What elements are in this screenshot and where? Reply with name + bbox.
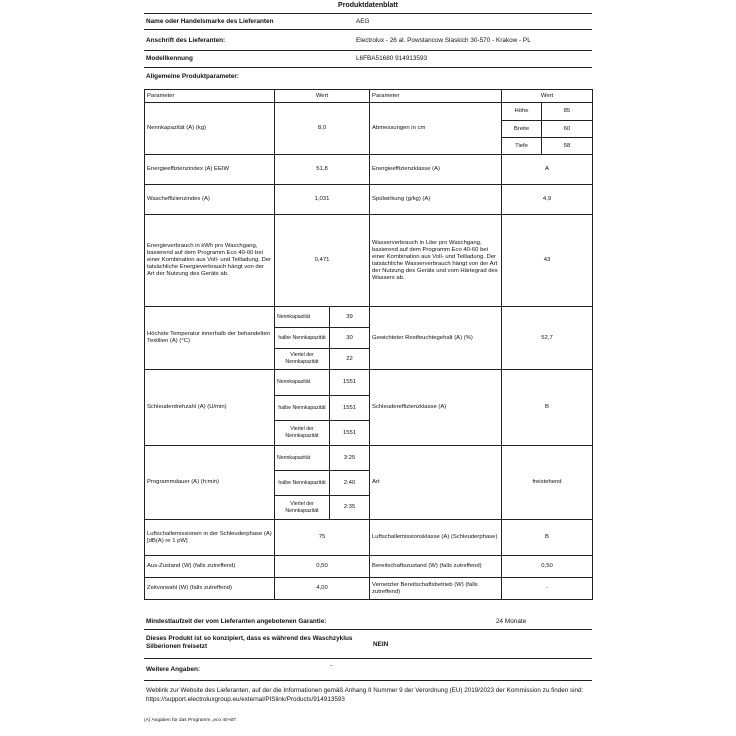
model-value: L6FBA51680 914913593 (356, 55, 428, 62)
max-temp-full: 39 (330, 307, 370, 328)
further-info-row (144, 658, 592, 681)
load-quarter-label: Viertel der Nennkapazität (275, 349, 330, 370)
wash-index-label: Wascheffizienzindex (A) (145, 185, 275, 215)
depth-label: Tiefe (502, 138, 542, 155)
spin-speed-label: Schleuderdrehzahl (A) (U/min) (145, 370, 275, 446)
load-quarter-label: Viertel der Nennkapazität (275, 496, 330, 520)
silver-ions-label: Dieses Produkt ist so konzipiert, dass es während des Waschzyklus Silberionen freisetzt (146, 635, 353, 650)
max-temp-half: 30 (330, 328, 370, 349)
header-parameter-right: Parameter (370, 90, 502, 103)
table-row (145, 103, 593, 121)
duration-full: 3:25 (330, 446, 370, 471)
table-row (145, 520, 593, 556)
standby-label: Bereitschaftszustand (W) (falls zutreffend) (370, 556, 502, 578)
type-value: freistehend (502, 446, 593, 520)
load-quarter-label: Viertel der Nennkapazität (275, 421, 330, 446)
energy-consumption-label: Energieverbrauch in kWh pro Waschgang, basierend auf dem Programm Eco 40-60 bei einer Kombination aus Voll- und Teilladung. Der tatsächliche Energieverbrauch hängt von der Art der Nutzung des Geräts ab. (145, 215, 275, 307)
load-half-label: halbe Nennkapazität (275, 396, 330, 421)
supplier-name-label: Name oder Handelsmarke des Lieferanten (146, 18, 274, 25)
load-full-label: Nennkapazität (275, 307, 330, 328)
rinse-value: 4,9 (502, 185, 593, 215)
table-row (145, 446, 593, 471)
noise-value: 75 (275, 520, 370, 556)
moisture-value: 52,7 (502, 307, 593, 370)
supplier-name-row (144, 14, 592, 30)
height-value: 85 (542, 103, 593, 121)
further-info-value: - (330, 662, 333, 669)
guarantee-value: 24 Monate (496, 618, 527, 625)
model-label: Modellkennung (146, 55, 193, 62)
energy-class-value: A (502, 155, 593, 185)
duration-quarter: 2:35 (330, 496, 370, 520)
energy-consumption-value: 0,471 (275, 215, 370, 307)
width-label: Breite (502, 121, 542, 138)
delay-label: Zeitvorwahl (W) (falls zutreffend) (145, 578, 275, 600)
load-full-label: Nennkapazität (275, 446, 330, 471)
wash-index-value: 1,031 (275, 185, 370, 215)
eei-label: Energieeffizienzindex (A) EEIW (145, 155, 275, 185)
supplier-address-label: Anschrift des Lieferanten: (146, 37, 226, 44)
duration-half: 2:40 (330, 471, 370, 496)
supplier-address-row (144, 29, 592, 51)
general-params-title: Allgemeine Produktparameter: (146, 73, 240, 80)
type-label: Art (370, 446, 502, 520)
further-info-label: Weitere Angaben: (146, 666, 200, 673)
max-temp-label: Höchste Temperatur innerhalb der behandelten Textilien (A) (°C) (145, 307, 275, 370)
parameters-table (144, 89, 593, 600)
silver-ions-value: NEIN (373, 641, 389, 648)
rated-capacity-value: 8,0 (275, 103, 370, 155)
table-row (145, 578, 593, 600)
table-row (145, 155, 593, 185)
off-mode-value: 0,50 (275, 556, 370, 578)
spin-class-value: B (502, 370, 593, 446)
rated-capacity-label: Nennkapazität (A) (kg) (145, 103, 275, 155)
table-header-row (145, 90, 593, 103)
product-data-sheet (144, 0, 592, 736)
rinse-label: Spülwirkung (g/kg) (A) (370, 185, 502, 215)
header-value-right: Wert (502, 90, 593, 103)
table-row (145, 307, 593, 328)
silver-ions-row (144, 629, 592, 659)
guarantee-label: Mindestlaufzeit der vom Lieferanten angebotenen Garantie: (146, 618, 327, 625)
footnote: (A) Angaben für das Programm „eco 40-60". (144, 718, 238, 723)
energy-class-label: Energieeffizienzklasse (A) (370, 155, 502, 185)
max-temp-quarter: 22 (330, 349, 370, 370)
spin-speed-quarter: 1551 (330, 421, 370, 446)
supplier-address-value: Electrolux - 26 al. Powstancow Slaskich 30-570 - Krakow - PL (356, 37, 531, 44)
depth-value: 58 (542, 138, 593, 155)
load-half-label: halbe Nennkapazität (275, 471, 330, 496)
header-parameter-left: Parameter (145, 90, 275, 103)
noise-class-label: Luftschallemissionsklasse (A) (Schleuderphase) (370, 520, 502, 556)
spin-speed-full: 1551 (330, 370, 370, 396)
standby-value: 0,50 (502, 556, 593, 578)
water-consumption-value: 43 (502, 215, 593, 307)
header-value-left: Wert (275, 90, 370, 103)
off-mode-label: Aus-Zustand (W) (falls zutreffend) (145, 556, 275, 578)
sheet-title: Produktdatenblatt (338, 2, 398, 9)
noise-label: Luftschallemissionen in der Schleuderphase (A) [dB(A) re 1 pW] (145, 520, 275, 556)
table-row (145, 556, 593, 578)
spin-speed-half: 1551 (330, 396, 370, 421)
table-row (145, 185, 593, 215)
guarantee-row (144, 613, 592, 630)
height-label: Höhe (502, 103, 542, 121)
eei-value: 51,8 (275, 155, 370, 185)
table-row (145, 370, 593, 396)
load-half-label: halbe Nennkapazität (275, 328, 330, 349)
supplier-name-value: AEG (356, 18, 370, 25)
moisture-label: Gewichteter Restfeuchtegehalt (A) (%) (370, 307, 502, 370)
width-value: 60 (542, 121, 593, 138)
duration-label: Programmdauer (A) (h:min) (145, 446, 275, 520)
load-full-label: Nennkapazität (275, 370, 330, 396)
noise-class-value: B (502, 520, 593, 556)
table-row (145, 215, 593, 307)
model-row (144, 50, 592, 68)
networked-value: - (502, 578, 593, 600)
general-params-row (144, 67, 592, 89)
dimensions-label: Abmessungen in cm (370, 103, 502, 155)
spin-class-label: Schleudereffizienzklasse (A) (370, 370, 502, 446)
weblink-text: Weblink zur Website des Lieferanten, auf der die Informationen gemäß Anhang II Nummer 9 der Verordnung (EU) 2019/2023 der Kommission zu finden sind: https://support.electroluxgroup.eu/external/PISlink/Products/914913593 (146, 687, 584, 703)
networked-label: Vernetzter Bereitschaftsbetrieb (W) (falls zutreffend) (370, 578, 502, 600)
water-consumption-label: Wasserverbrauch in Liter pro Waschgang, basierend auf dem Programm Eco 40-60 bei einer Kombination aus Voll- und Teilladung. Der tatsächliche Wasserverbrauch hängt von der Art der Nutzung des Geräts und vom Härtegrad des Wassers ab. (370, 215, 502, 307)
delay-value: 4,00 (275, 578, 370, 600)
